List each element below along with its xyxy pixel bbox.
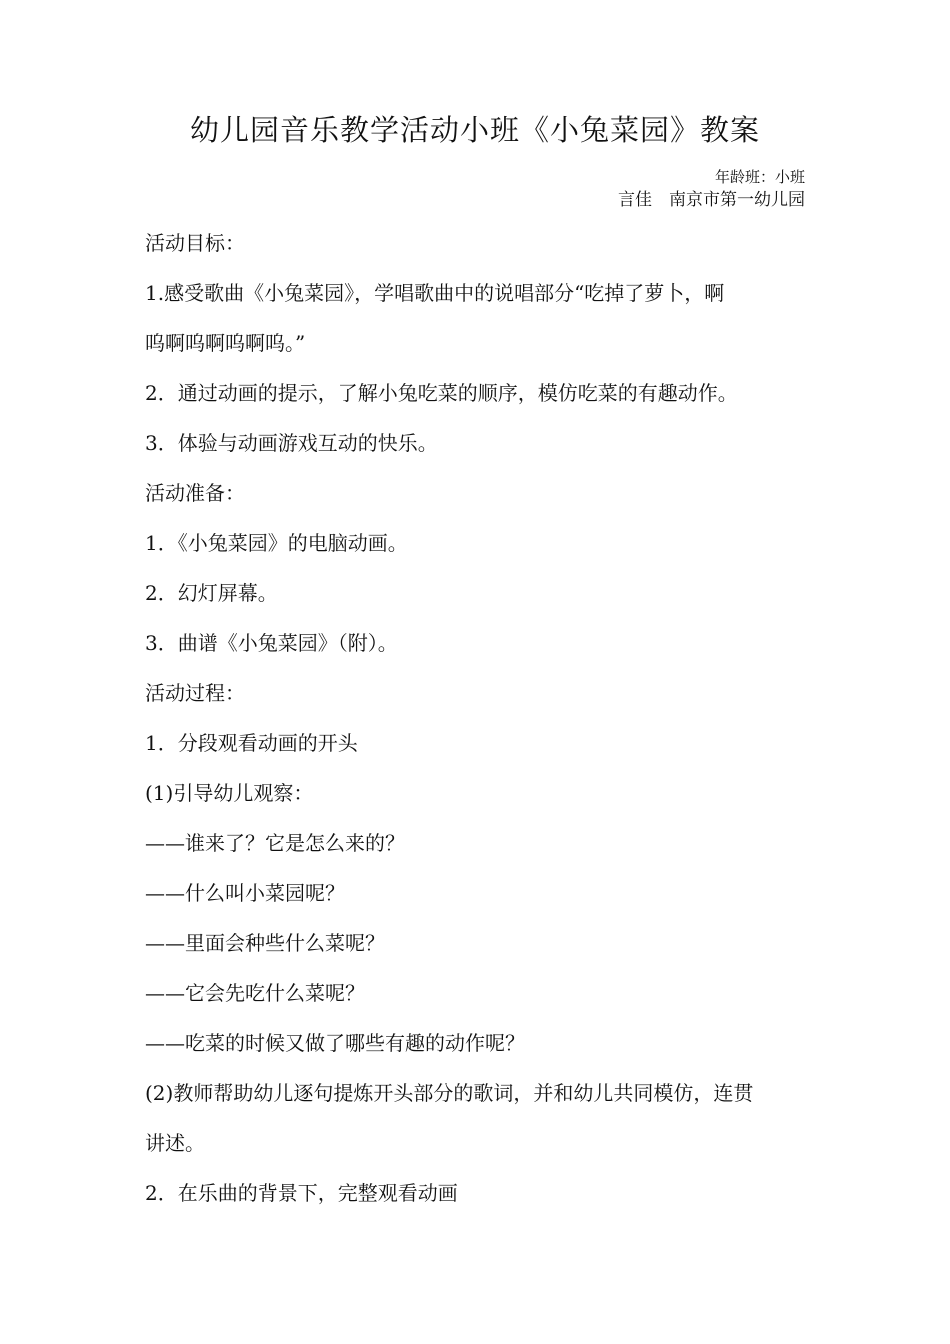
paragraph-line: (1)引导幼儿观察： xyxy=(145,781,314,805)
paragraph-line: 3．体验与动画游戏互动的快乐。 xyxy=(145,431,438,455)
question-line: ——吃菜的时候又做了哪些有趣的动作呢？ xyxy=(145,1031,525,1055)
grade-label: 年龄班：小班 xyxy=(714,168,805,186)
paragraph-line: 1．分段观看动画的开头 xyxy=(145,731,358,755)
paragraph-line: 2．在乐曲的背景下，完整观看动画 xyxy=(145,1181,458,1205)
document-title: 幼儿园音乐教学活动小班《小兔菜园》教案 xyxy=(189,113,760,147)
paragraph-line: 讲述。 xyxy=(145,1131,205,1155)
paragraph-line: 1．《小兔菜园》的电脑动画。 xyxy=(145,531,408,555)
section-heading-goals: 活动目标： xyxy=(145,231,245,255)
section-heading-preparation: 活动准备： xyxy=(145,481,245,505)
question-line: ——什么叫小菜园呢？ xyxy=(145,881,345,905)
question-line: ——里面会种些什么菜呢？ xyxy=(145,931,385,955)
author-label: 言佳 南京市第一幼儿园 xyxy=(618,190,805,210)
section-heading-process: 活动过程： xyxy=(145,681,245,705)
paragraph-line: 呜啊呜啊呜啊呜。” xyxy=(145,331,306,355)
paragraph-line: 2．幻灯屏幕。 xyxy=(145,581,278,605)
document-body xyxy=(145,218,810,1218)
question-line: ——它会先吃什么菜呢？ xyxy=(145,981,365,1005)
paragraph-line: 3．曲谱《小兔菜园》（附）。 xyxy=(145,631,398,655)
paragraph-line: 2．通过动画的提示，了解小兔吃菜的顺序，模仿吃菜的有趣动作。 xyxy=(145,381,738,405)
paragraph-line: 1.感受歌曲《小兔菜园》，学唱歌曲中的说唱部分“吃掉了萝卜，啊 xyxy=(145,281,725,305)
paragraph-line: (2)教师帮助幼儿逐句提炼开头部分的歌词，并和幼儿共同模仿，连贯 xyxy=(145,1081,754,1105)
question-line: ——谁来了？它是怎么来的？ xyxy=(145,831,405,855)
